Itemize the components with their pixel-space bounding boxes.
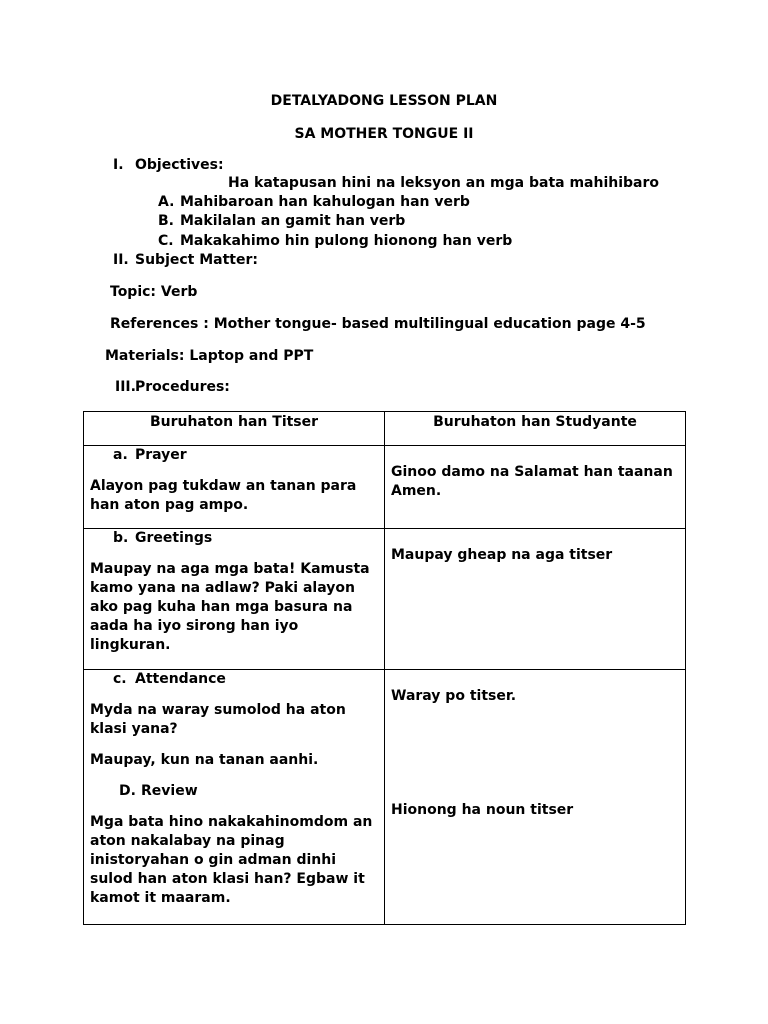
table-row — [84, 446, 686, 529]
teacher-cell — [84, 529, 385, 670]
table-header-row — [84, 412, 686, 446]
objectives-heading — [113, 156, 224, 174]
subject-matter-number: II. — [113, 252, 129, 268]
teacher-text: Alayon pag tukdaw an tanan para han aton pag ampo. — [90, 478, 357, 513]
student-cell — [385, 446, 686, 529]
student-text: Maupay gheap na aga titser — [391, 547, 613, 563]
page-title: DETALYADONG LESSON PLAN — [270, 93, 498, 109]
table-row — [84, 529, 686, 670]
teacher-cell — [84, 670, 385, 925]
student-cell — [385, 670, 686, 925]
review-heading: D. Review — [119, 783, 198, 799]
teacher-column-header: Buruhaton han Titser — [84, 412, 385, 446]
teacher-text: Myda na waray sumolod ha aton klasi yana? — [90, 702, 346, 737]
table-row — [84, 670, 686, 925]
procedures-heading — [115, 378, 230, 396]
review-teacher-text: Mga bata hino nakakahinomdom an aton nakalabay na pinag inistoryahan o gin adman dinhi sulod han aton klasi han? Egbaw it kamot it maaram. — [90, 814, 373, 906]
student-text: Waray po titser. — [391, 688, 517, 704]
teacher-text: Maupay, kun na tanan aanhi. — [90, 752, 319, 768]
student-column-header: Buruhaton han Studyante — [385, 412, 686, 446]
topic-line: Topic: Verb — [110, 284, 198, 300]
review-student-text: Hionong ha noun titser — [391, 802, 574, 818]
objectives-label: Objectives: — [135, 157, 224, 173]
subject-matter-label: Subject Matter: — [135, 252, 258, 268]
procedures-label: Procedures: — [135, 379, 230, 395]
objectives-intro: Ha katapusan hini na leksyon an mga bata mahihibaro — [228, 175, 660, 191]
materials-line: Materials: Laptop and PPT — [105, 348, 314, 364]
procedures-table — [83, 411, 686, 925]
objectives-number: I. — [113, 157, 124, 173]
student-cell — [385, 529, 686, 670]
references-line: References : Mother tongue- based multilingual education page 4-5 — [110, 316, 646, 332]
page-subtitle: SA MOTHER TONGUE II — [294, 126, 474, 142]
objective-item-c: C. Makakahimo hin pulong hionong han verb — [158, 233, 513, 249]
objective-item-a: A. Mahibaroan han kahulogan han verb — [158, 194, 470, 210]
teacher-text: Maupay na aga mga bata! Kamusta kamo yana na adlaw? Paki alayon ako pag kuha han mga basura na aada ha iyo sirong han iyo lingkuran. — [90, 561, 370, 653]
procedures-number: III. — [115, 379, 136, 395]
student-text: Ginoo damo na Salamat han taanan Amen. — [391, 464, 673, 499]
row-heading: b. Greetings — [113, 530, 213, 546]
teacher-cell — [84, 446, 385, 529]
row-heading: a. Prayer — [113, 447, 187, 463]
row-heading: c. Attendance — [113, 671, 226, 687]
subject-matter-heading — [113, 251, 258, 269]
objective-item-b: B. Makilalan an gamit han verb — [158, 213, 406, 229]
